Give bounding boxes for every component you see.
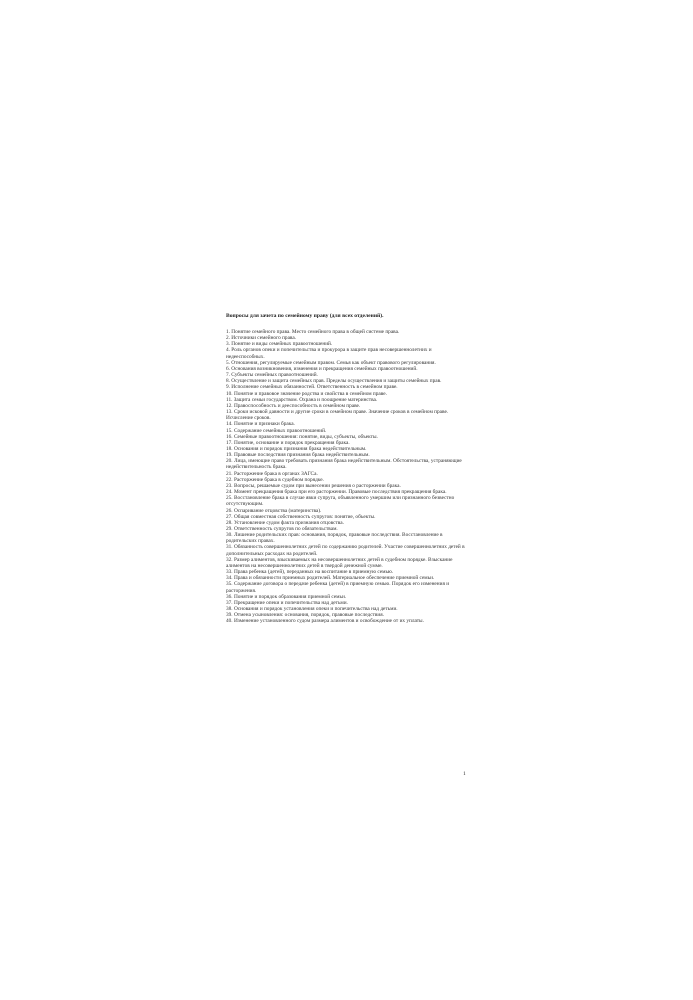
question-item: 1. Понятие семейного права. Место семейного права в общей системе права. [226, 329, 400, 335]
question-item: 6. Основания возникновения, изменения и прекращения семейных правоотношений. [226, 365, 418, 372]
question-item: 40. Изменение установленного судом размера алиментов и освобождение от их уплаты. [226, 618, 424, 625]
question-item: 32. Размер алиментов, взыскиваемых на несовершеннолетних детей в судебном порядке. Взыскание алиментов на несовершеннолетних детей в твердой денежной сумме. [226, 556, 453, 569]
question-item: 13. Сроки исковой давности и другие сроки в семейном праве. Значение сроков в семейном праве. Исчисление сроков. [226, 409, 449, 422]
question-item: 22. Расторжение брака в судебном порядке. [226, 476, 324, 483]
question-item: 3. Понятие и виды семейных правоотношений. [226, 341, 333, 348]
question-item: 35. Содержание договора о передаче ребенка (детей) в приемную семью. Порядок его изменения и расторжения. [226, 581, 450, 594]
question-item: 20. Лица, имеющие право требовать признания брака недействительным. Обстоятельства, устраняющие недействительность брака. [226, 458, 462, 471]
question-item: 30. Лишение родительских прав: основания, порядок, правовые последствия. Восстановление в родительских правах. [226, 532, 443, 545]
question-item: 19. Правовые последствия признания брака недействительным. [226, 452, 370, 459]
question-item: 34. Права и обязанности приемных родителей. Материальное обеспечение приемной семьи. [226, 575, 435, 582]
question-list [226, 329, 470, 625]
question-item: 5. Отношения, регулируемые семейным правом. Семья как объект правового регулирования. [226, 359, 436, 366]
question-item: 21. Расторжение брака в органах ЗАГСа. [226, 470, 318, 477]
question-item: 16. Семейные правоотношения: понятие, виды, субъекты, объекты. [226, 433, 378, 440]
question-item: 39. Отмена усыновления: основания, порядок, правовые последствия. [226, 612, 384, 619]
question-item: 8. Осуществление и защита семейных прав. Пределы осуществления и защиты семейных прав. [226, 378, 442, 385]
question-item: 10. Понятие и правовое значение родства и свойства в семейном праве. [226, 390, 387, 397]
question-item: 24. Момент прекращения брака при его расторжении. Правовые последствия прекращения брака. [226, 489, 447, 496]
question-item: 9. Исполнение семейных обязанностей. Ответственность в семейном праве. [226, 384, 398, 391]
document-title: Вопросы для зачета по семейному праву (для всех отделений). [226, 313, 384, 319]
page-number: 1 [463, 771, 466, 777]
question-item: 4. Роль органов опеки и попечительства и прокурора в защите прав несовершеннолетних и недееспособных. [226, 347, 432, 360]
question-item: 11. Защита семьи государством. Охрана и поощрение материнства. [226, 396, 378, 403]
question-item: 2. Источники семейного права. [226, 335, 297, 342]
question-item: 37. Прекращение опеки и попечительства над детьми. [226, 599, 348, 606]
question-item: 7. Субъекты семейных правоотношений. [226, 372, 318, 379]
question-item: 33. Права ребенка (детей), переданных на воспитание в приемную семью. [226, 569, 394, 576]
question-item: 28. Установление судом факта признания отцовства. [226, 519, 344, 526]
question-item: 23. Вопросы, решаемые судом при вынесении решения о расторжении брака. [226, 482, 401, 489]
question-item: 29. Ответственность супругов по обязательствам. [226, 526, 338, 532]
question-item: 31. Обязанность совершеннолетних детей по содержанию родителей. Участие совершеннолетних детей в дополнительных расходах на родителей. [226, 544, 465, 557]
question-item: 18. Основания и порядок признания брака недействительным. [226, 445, 367, 452]
question-item: 17. Понятие, основание и порядок прекращения брака. [226, 439, 350, 446]
question-item: 26. Оспаривание отцовства (материнства). [226, 507, 322, 514]
question-item: 36. Понятие и порядок образования приемной семьи. [226, 593, 347, 600]
question-item: 14. Понятие и признаки брака. [226, 421, 295, 428]
question-item: 15. Содержание семейных правоотношений. [226, 427, 327, 434]
question-item: 27. Общая совместная собственность супругов: понятие, объекты. [226, 513, 376, 520]
question-item: 38. Основания и порядок установления опеки и попечительства над детьми. [226, 606, 398, 613]
document-body [226, 313, 470, 625]
question-item: 25. Восстановление брака в случае явки супруга, объявленного умершим или признанного безвестно отсутствующим. [226, 495, 455, 508]
question-item: 12. Правоспособность и дееспособность в семейном праве. [226, 402, 361, 409]
